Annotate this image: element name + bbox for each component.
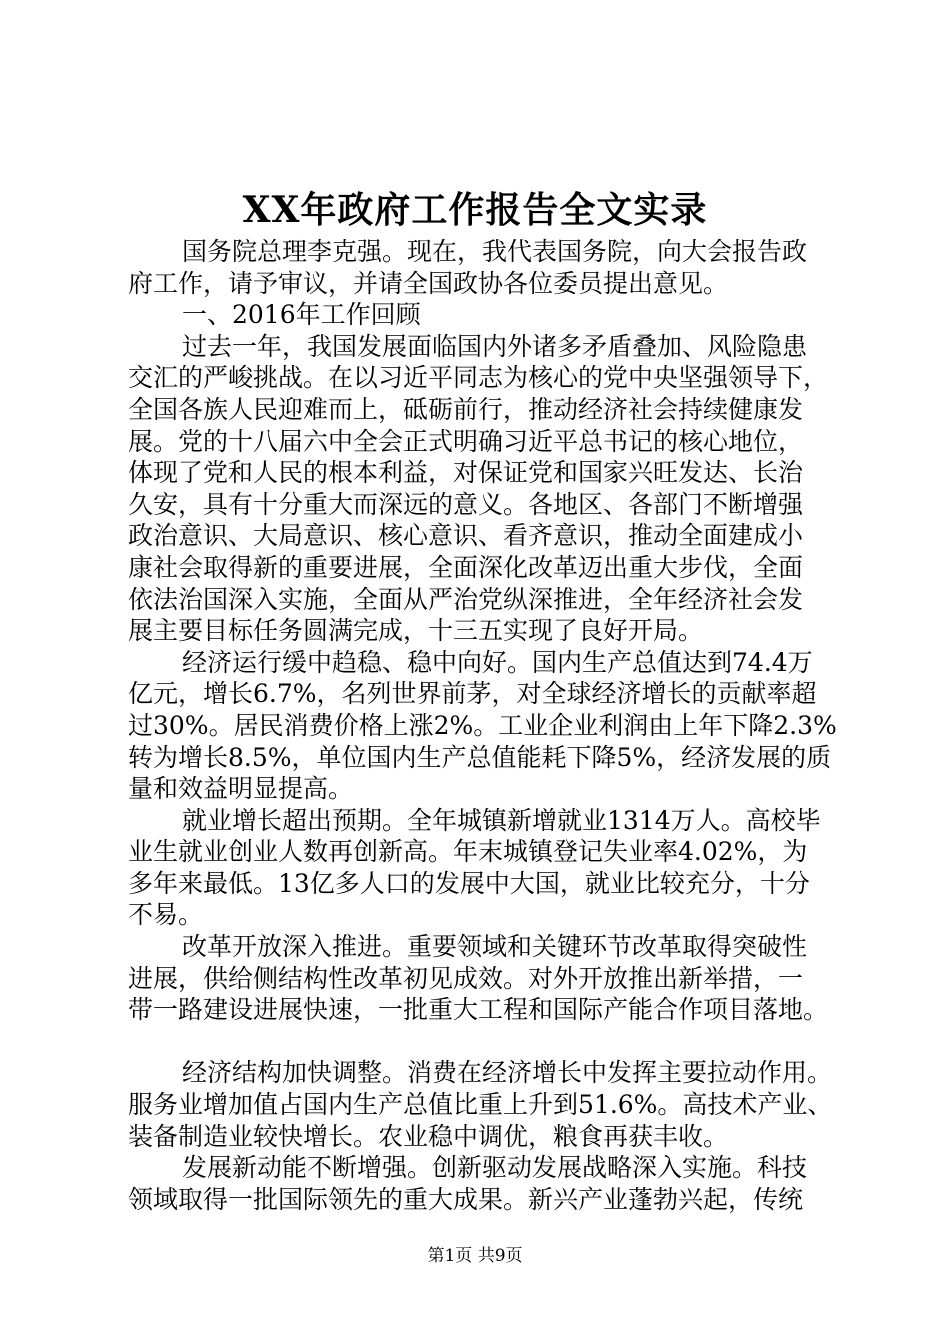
text-line: 业生就业创业人数再创新高。年末城镇登记失业率4.02%，为: [128, 837, 808, 867]
text-line: 康社会取得新的重要进展，全面深化改革迈出重大步伐，全面: [128, 552, 804, 582]
text-line: 全国各族人民迎难而上，砥砺前行，推动经济社会持续健康发: [128, 394, 804, 424]
text-line: 就业增长超出预期。全年城镇新增就业1314万人。高校毕: [182, 805, 821, 835]
text-line: 依法治国深入实施，全面从严治党纵深推进，全年经济社会发: [128, 584, 804, 614]
text-line: 久安，具有十分重大而深远的意义。各地区、各部门不断增强: [128, 489, 804, 519]
text-line: 装备制造业较快增长。农业稳中调优，粮食再获丰收。: [128, 1121, 729, 1151]
text-line: 亿元，增长6.7%，名列世界前茅，对全球经济增长的贡献率超: [128, 679, 817, 709]
text-line: 一、2016年工作回顾: [182, 300, 421, 330]
text-line: [128, 1026, 858, 1058]
text-line: 体现了党和人民的根本利益，对保证党和国家兴旺发达、长治: [128, 458, 804, 488]
text-line: 过30%。居民消费价格上涨2%。工业企业利润由上年下降2.3%: [128, 710, 837, 740]
text-line: 多年来最低。13亿多人口的发展中大国，就业比较充分，十分: [128, 868, 810, 898]
text-line: 领域取得一批国际领先的重大成果。新兴产业蓬勃兴起，传统: [128, 1184, 804, 1214]
text-line: 服务业增加值占国内生产总值比重上升到51.6%。高技术产业、: [128, 1090, 833, 1120]
text-line: 交汇的严峻挑战。在以习近平同志为核心的党中央坚强领导下，: [128, 363, 829, 393]
text-line: 不易。: [128, 900, 204, 930]
text-line: 带一路建设进展快速，一批重大工程和国际产能合作项目落地。: [128, 995, 829, 1025]
document-title: XX年政府工作报告全文实录: [242, 189, 708, 231]
text-line: 经济结构加快调整。消费在经济增长中发挥主要拉动作用。: [182, 1058, 833, 1088]
text-line: 经济运行缓中趋稳、稳中向好。国内生产总值达到74.4万: [182, 647, 813, 677]
text-line: 国务院总理李克强。现在，我代表国务院，向大会报告政: [182, 237, 808, 266]
text-line: 展主要目标任务圆满完成，十三五实现了良好开局。: [128, 616, 704, 646]
text-line: 府工作，请予审议，并请全国政协各位委员提出意见。: [128, 268, 729, 298]
text-line: 改革开放深入推进。重要领域和关键环节改革取得突破性: [182, 932, 808, 962]
text-line: 展。党的十八届六中全会正式明确习近平总书记的核心地位，: [128, 426, 804, 456]
text-line: 发展新动能不断增强。创新驱动发展战略深入实施。科技: [182, 1153, 808, 1183]
text-line: 过去一年，我国发展面临国内外诸多矛盾叠加、风险隐患: [182, 331, 808, 361]
text-line: 转为增长8.5%，单位国内生产总值能耗下降5%，经济发展的质: [128, 742, 832, 772]
text-line: 进展，供给侧结构性改革初见成效。对外开放推出新举措，一: [128, 963, 804, 993]
text-line: 量和效益明显提高。: [128, 774, 354, 804]
text-line: 政治意识、大局意识、核心意识、看齐意识，推动全面建成小: [128, 521, 804, 551]
page-footer: 第1页 共9页: [427, 1246, 523, 1266]
document-body: [128, 236, 858, 1215]
